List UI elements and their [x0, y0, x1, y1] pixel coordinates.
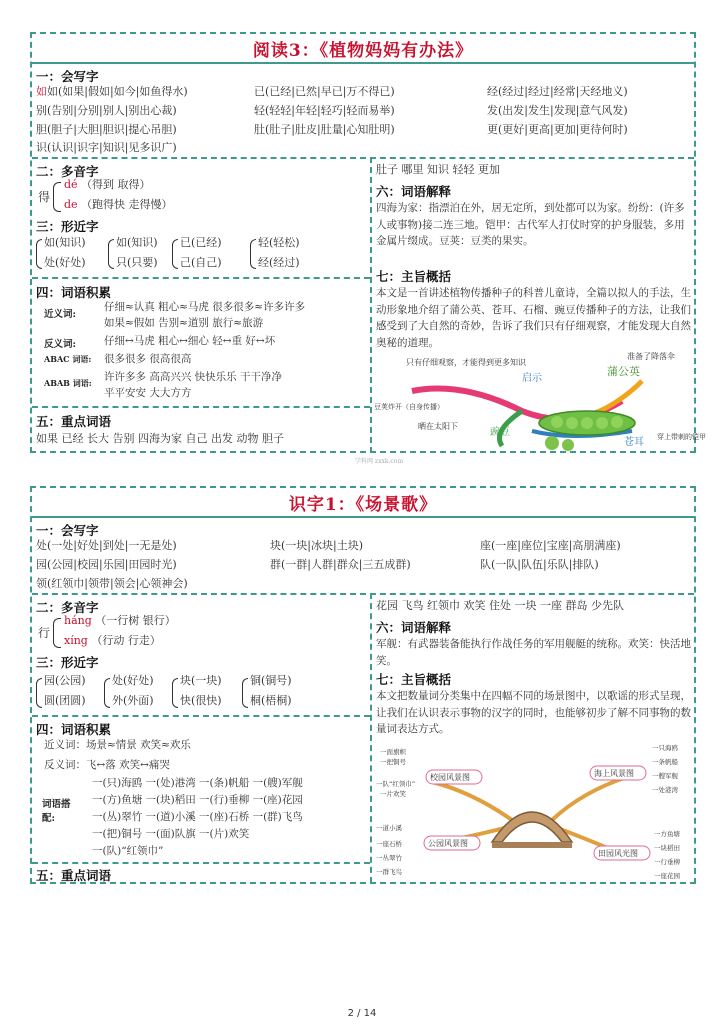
write-word: 胆(胆子|大胆|胆识|提心吊胆)	[36, 123, 177, 136]
pea	[596, 417, 608, 429]
map-leaf: 一丛翠竹	[376, 854, 402, 862]
vocab-line: 仔细↔马虎 粗心↔细心 轻↔重 好↔坏	[104, 335, 276, 347]
similar-word: 块(一块)	[180, 674, 222, 687]
section-heading: 六：词语解释	[376, 184, 452, 199]
mind-map-illustration	[372, 742, 694, 884]
mind-map-illustration	[372, 351, 706, 453]
antonyms: 反义词：飞↔落 欢笑↔痛哭	[44, 759, 170, 771]
map-center-node-label: 校园风景图	[430, 773, 470, 782]
map-leaf: 一道小溪	[376, 824, 402, 832]
pea	[611, 416, 623, 428]
brace	[108, 239, 114, 269]
similar-word: 外(外面)	[112, 694, 154, 707]
similar-word: 圆(团圆)	[44, 694, 86, 707]
similar-word: 已(已经)	[180, 236, 222, 249]
map-leaf: 一行垂柳	[654, 858, 680, 866]
collocation-label: 词语搭配:	[42, 799, 71, 824]
vocab-label: ABAB 词语:	[44, 378, 92, 388]
write-word: 处(一处|好处|到处|一无是处)	[36, 539, 177, 552]
similar-word: 桐(梧桐)	[250, 694, 292, 707]
divider	[32, 277, 370, 279]
collocation-line: 一(方)鱼塘 一(块)稻田 一(行)垂柳 一(座)花园	[92, 794, 303, 806]
map-leaf: 一条帆船	[652, 758, 678, 766]
map-leaf: 一群飞鸟	[376, 868, 402, 876]
map-node: 只有仔细观察，才能得到更多知识	[406, 358, 526, 367]
similar-word: 快(很快)	[180, 694, 222, 707]
section-heading: 二：多音字	[36, 164, 99, 179]
map-leaf: 一艘军舰	[652, 772, 678, 780]
map-node: 豌豆	[490, 427, 510, 438]
brace	[104, 678, 110, 708]
section-heading: 七：主旨概括	[376, 672, 452, 687]
write-word: 轻(轻轻|年轻|轻巧|轻而易举)	[254, 104, 395, 117]
section-heading: 三：形近字	[36, 655, 99, 670]
map-leaf: 一只海鸥	[652, 744, 678, 752]
map-leaf: 一座石桥	[376, 840, 402, 848]
map-node: 晒在太阳下	[418, 422, 458, 431]
map-node: 穿上带刺的铠甲	[657, 433, 706, 441]
map-node: 蒲公英	[607, 365, 640, 378]
polyphone-reading: de （跑得快 走得慢）	[64, 198, 173, 211]
vocab-label: ABAC 词语:	[44, 354, 92, 364]
map-center-node-label: 公园风景图	[428, 839, 468, 848]
brace	[53, 182, 61, 212]
polyphone-char: 行	[38, 626, 51, 640]
pea	[551, 416, 563, 428]
write-word: 发(出发|发生|发现|意气风发)	[487, 104, 628, 117]
similar-word: 如(知识)	[44, 236, 86, 249]
divider	[32, 862, 370, 864]
write-word: 块(一块|冰块|土块)	[270, 539, 363, 552]
write-word: 群(一群|人群|群众|三五成群)	[270, 558, 411, 571]
collocation-line: 一(把)铜号 一(面)队旗 一(片)欢笑	[92, 828, 250, 840]
similar-word: 园(公园)	[44, 674, 86, 687]
similar-word: 只(只要)	[116, 256, 158, 269]
map-node: 苍耳	[624, 437, 644, 448]
section-heading: 二：多音字	[36, 600, 99, 615]
write-word: 识(认识|识字|知识|见多识广)	[36, 141, 177, 154]
brace	[172, 678, 178, 708]
map-leaf: 一处港湾	[652, 786, 678, 794]
similar-word: 轻(轻松)	[258, 236, 300, 249]
vocab-line: 如果≈假如 告别≈道别 旅行≈旅游	[104, 317, 264, 329]
write-word: 如如(如果|假如|如今|如鱼得水)	[36, 85, 188, 98]
synonyms: 近义词：场景≈情景 欢笑≈欢乐	[44, 739, 191, 751]
vocab-line: 很多很多 很高很高	[104, 353, 192, 365]
key-words-continued: 肚子 哪里 知识 轻轻 更加	[376, 163, 500, 176]
key-words-continued: 花园 飞鸟 红领巾 欢笑 住处 一块 一座 群岛 少先队	[376, 599, 624, 612]
map-node: 启示	[522, 373, 542, 384]
collocation-line: 一(队)“红领巾”	[92, 845, 164, 857]
section-heading: 六：词语解释	[376, 620, 452, 635]
similar-word: 己(自己)	[180, 256, 222, 269]
write-word: 别(告别|分别|别人|别出心裁)	[36, 104, 177, 117]
pea	[566, 417, 578, 429]
map-center-node-label: 田园风光图	[598, 849, 638, 858]
polyphone-reading: dé （得到 取得）	[64, 178, 151, 191]
map-leaf: 一把铜号	[380, 758, 406, 766]
vocab-label: 近义词:	[44, 309, 77, 320]
lesson-card-2	[30, 486, 696, 884]
section-heading: 一：会写字	[36, 523, 99, 538]
key-words: 如果 已经 长大 告别 四海为家 自己 出发 动物 胆子	[36, 432, 284, 445]
page-number: 2 / 14	[347, 1008, 377, 1019]
map-branch	[552, 777, 627, 820]
write-word: 队(一队|队伍|乐队|排队)	[480, 558, 599, 571]
map-leaf: 一方鱼塘	[654, 830, 680, 838]
similar-word: 铜(铜号)	[250, 674, 292, 687]
section-heading: 五：重点词语	[36, 868, 112, 883]
vocab-line: 许许多多 高高兴兴 快快乐乐 干干净净	[104, 371, 283, 383]
write-word: 已(已经|已然|早已|万不得已)	[254, 85, 395, 98]
brace	[242, 678, 248, 708]
vocab-line: 平平安安 大大方方	[104, 387, 192, 399]
section-heading: 七：主旨概括	[376, 269, 452, 284]
lesson-2-title: 识字1：《场景歌》	[32, 488, 694, 518]
write-word: 更(更好|更高|更加|更待何时)	[487, 123, 628, 136]
brace	[53, 618, 61, 648]
write-word: 领(红领巾|领带|领会|心领神会)	[36, 577, 188, 590]
map-branch	[432, 782, 512, 820]
write-word: 园(公园|校园|乐园|田园时光)	[36, 558, 177, 571]
section-heading: 五：重点词语	[36, 414, 112, 429]
map-leaf: 一片欢笑	[380, 790, 406, 798]
watermark: 学科网 zxxk.com	[355, 458, 404, 465]
divider	[32, 593, 694, 595]
word-explanation: 军舰：有武器装备能执行作战任务的军用舰艇的统称。欢笑：快活地笑。	[376, 638, 691, 667]
bridge-base	[492, 842, 572, 848]
lesson-1-title: 阅读3：《植物妈妈有办法》	[32, 34, 694, 64]
map-leaf: 一座花园	[654, 872, 680, 880]
map-leaf: 一队“红领巾”	[376, 780, 416, 788]
divider	[32, 157, 694, 159]
brace	[250, 239, 256, 269]
pea	[545, 436, 559, 450]
main-idea: 本文把数量词分类集中在四幅不同的场景图中，以歌谣的形式呈现，让我们在认识表示事物的汉字的同时，也能够初步了解不同事物的数量词表达方式。	[376, 690, 691, 735]
brace	[172, 239, 178, 269]
similar-word: 经(经过)	[258, 256, 300, 269]
write-word: 座(一座|座位|宝座|高朋满座)	[480, 539, 621, 552]
section-heading: 四：词语积累	[36, 285, 112, 300]
word-explanation: 四海为家：指漂泊在外，居无定所，到处都可以为家。纷纷：(许多人或事物)接二连三地。铠甲：古代军人打仗时穿的护身服装，多用金属片缀成。豆荚：豆类的果实。	[376, 202, 685, 247]
map-leaf: 一面旗帜	[380, 748, 406, 756]
brace	[36, 678, 42, 708]
map-leaf: 一块稻田	[654, 844, 680, 852]
map-node: 准备了降落伞	[627, 352, 675, 361]
polyphone-reading: háng （一行树 银行）	[64, 614, 176, 627]
similar-word: 如(知识)	[116, 236, 158, 249]
vocab-label: 反义词:	[44, 339, 77, 350]
collocation-line: 一(只)海鸥 一(处)港湾 一(条)帆船 一(艘)军舰	[92, 777, 303, 789]
main-idea: 本文是一首讲述植物传播种子的科普儿童诗，全篇以拟人的手法，生动形象地介绍了蒲公英、苍耳、石榴、豌豆传播种子的方法，让我们感受到了大自然的奇妙，告诉了我们只有仔细观察，才能发现大自然奥秘的道理。	[376, 287, 691, 349]
section-heading: 一：会写字	[36, 69, 99, 84]
divider	[32, 715, 370, 717]
map-center-node-label: 海上风景图	[594, 769, 634, 778]
map-node: 豆荚炸开（自身传播）	[374, 403, 444, 411]
similar-word: 处(好处)	[112, 674, 154, 687]
section-heading: 四：词语积累	[36, 722, 112, 737]
lesson-card-1	[30, 32, 706, 453]
pea	[581, 417, 593, 429]
section-heading: 三：形近字	[36, 219, 99, 234]
write-word: 肚(肚子|肚皮|肚量|心知肚明)	[254, 123, 395, 136]
collocation-line: 一(丛)翠竹 一(道)小溪 一(座)石桥 一(群)飞鸟	[92, 811, 303, 823]
polyphone-char: 得	[38, 190, 51, 204]
divider	[32, 406, 370, 408]
similar-word: 处(好处)	[44, 256, 86, 269]
write-word: 经(经过|经过|经常|天经地义)	[487, 85, 628, 98]
pea	[562, 439, 574, 451]
vocab-line: 仔细≈认真 粗心≈马虎 很多很多≈许多许多	[104, 301, 306, 313]
brace	[36, 239, 42, 269]
polyphone-reading: xíng （行动 行走）	[64, 634, 161, 647]
